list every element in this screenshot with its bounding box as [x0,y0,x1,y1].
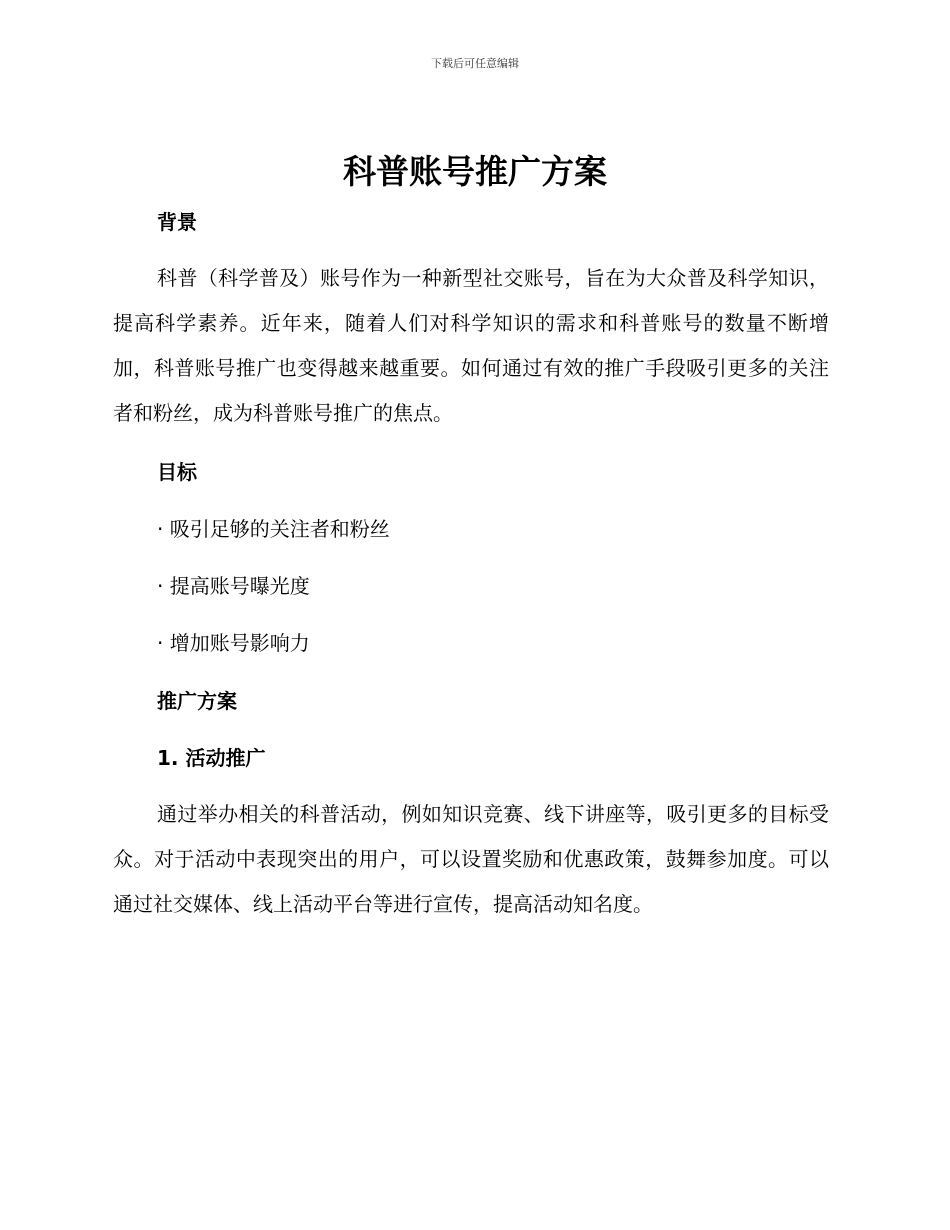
section-heading-background: 背景 [157,210,197,234]
document-title: 科普账号推广方案 [343,152,607,191]
activity-paragraph: 通过举办相关的科普活动，例如知识竞赛、线下讲座等，吸引更多的目标受众。对于活动中表现突出的用户，可以设置奖励和优惠政策，鼓舞参加度。可以通过社交媒体、线上活动平台等进行宣传，提高活动知名度。 [113,802,829,916]
goal-item: · 吸引足够的关注者和粉丝 [157,517,390,541]
header-note: 下载后可任意编辑 [431,57,519,70]
section-heading-goals: 目标 [157,460,197,484]
goal-item: · 增加账号影响力 [157,631,310,655]
subsection-heading-activity: 1. 活动推广 [157,746,266,770]
background-paragraph: 科普（科学普及）账号作为一种新型社交账号，旨在为大众普及科学知识，提高科学素养。近年来，随着人们对科学知识的需求和科普账号的数量不断增加，科普账号推广也变得越来越重要。如何通过有效的推广手段吸引更多的关注者和粉丝，成为科普账号推广的焦点。 [113,266,829,425]
goal-item: · 提高账号曝光度 [157,574,310,598]
section-heading-plan: 推广方案 [157,689,237,713]
